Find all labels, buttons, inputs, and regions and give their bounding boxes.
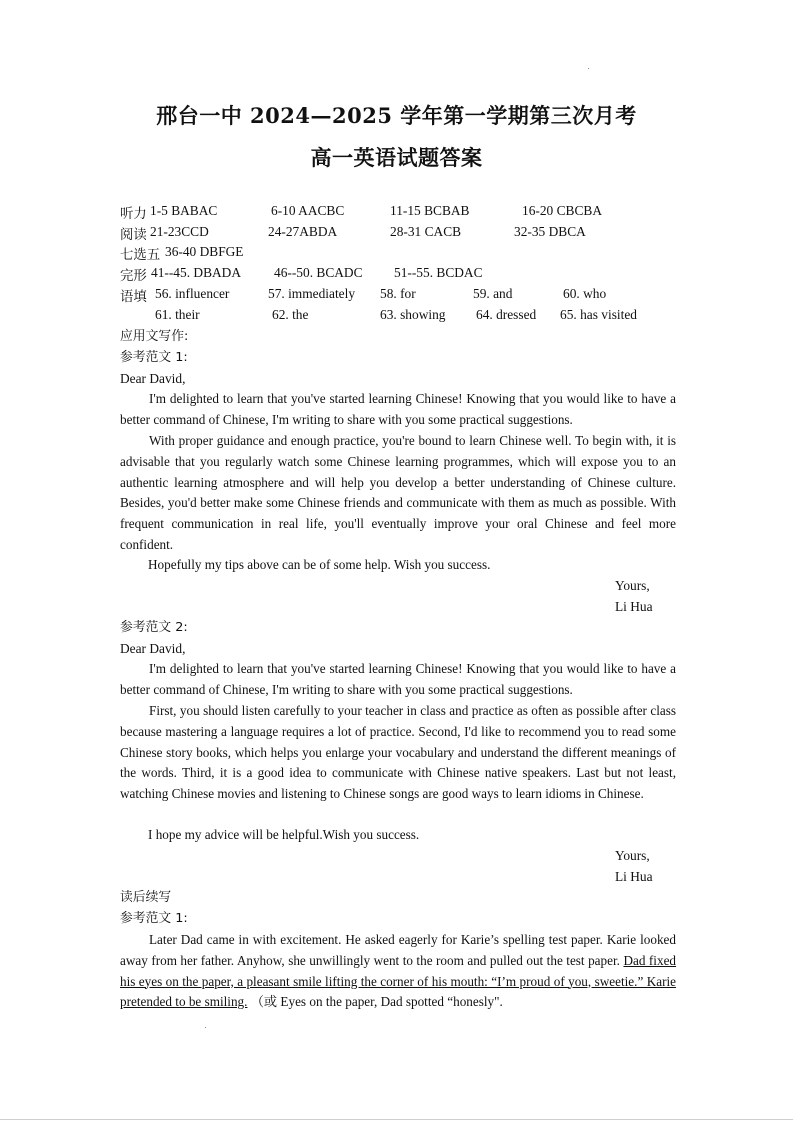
answer-group: 41--45. DBADA bbox=[151, 265, 242, 280]
reading-label: 阅读 bbox=[120, 228, 147, 243]
sample-1-paragraph-1: I'm delighted to learn that you've started learning Chinese! Knowing that you would like to have a better command of Chinese, I'm writing to share with you some practical suggestions. bbox=[120, 391, 676, 427]
signature-name: Li Hua bbox=[615, 599, 653, 614]
listening-label: 听力 bbox=[120, 207, 147, 222]
answer-group: 24-27ABDA bbox=[268, 224, 338, 239]
underlined-key-sentence: Dad fixed his eyes on the paper, a pleasant smile lifting the corner of his mouth: “I’m proud of you, sweetie.” Karie pretended to be smiling. bbox=[120, 952, 677, 1010]
sample-1-paragraph-2: With proper guidance and enough practice, you're bound to learn Chinese well. To begin with, it is advisable that you regularly watch some Chinese learning programmes, which will expose you to an authentic learning atmosphere and will help you develop a better understanding of Chinese culture. Besides, you'd better make some Chinese friends and communicate with them as much as possible. With frequent communication in real life, you'll eventually improve your oral Chinese and feel more confident. bbox=[120, 433, 676, 552]
page-subtitle: 高一英语试题答案 bbox=[310, 145, 483, 170]
sample-2-paragraph-2: First, you should listen carefully to your teacher in class and practice as often as possible after class because mastering a language requires a lot of practice. Second, I'd like to recommend you to read some Chinese story books, which helps you enlarge your vocabulary and understand the different meanings of the words. Third, it is a good idea to communicate with Chinese native speakers. Last but not least, watching Chinese movies and listening to Chinese songs are good ways to learn idioms in Chinese. bbox=[120, 703, 676, 801]
answer-item: 62. the bbox=[272, 307, 309, 322]
continuation-sample-1-label: 参考范文 1: bbox=[120, 911, 188, 926]
answer-group: 51--55. BCDAC bbox=[394, 265, 483, 280]
continuation-sample-1-paragraph: Later Dad came in with excitement. He asked eagerly for Karie’s spelling test paper. Karie looked away from her father. Anyhow, she unwillingly went to the room and pulled out the test paper. Dad fixed his eyes on the paper, a pleasant smile lifting the corner of his mouth: “I’m proud of you, sweetie.” Karie pretended to be smiling. （或 Eyes on the paper, Dad spotted “honesly". bbox=[120, 932, 677, 1010]
salutation: Dear David, bbox=[120, 641, 186, 656]
continuation-section-label: 读后续写 bbox=[120, 890, 172, 905]
answer-item: 56. influencer bbox=[155, 286, 230, 301]
answer-item: 58. for bbox=[380, 286, 416, 301]
answer-group: 46--50. BCADC bbox=[274, 265, 363, 280]
answer-group: 11-15 BCBAB bbox=[390, 203, 470, 218]
sample-2-paragraph-1: I'm delighted to learn that you've started learning Chinese! Knowing that you would like to have a better command of Chinese, I'm writing to share with you some practical suggestions. bbox=[120, 661, 676, 697]
answer-item: 59. and bbox=[473, 286, 513, 301]
answer-group: 6-10 AACBC bbox=[271, 203, 345, 218]
closing: Yours, bbox=[615, 578, 650, 593]
signature-name: Li Hua bbox=[615, 869, 653, 884]
answer-item: 61. their bbox=[155, 307, 200, 322]
answer-group: 32-35 DBCA bbox=[514, 224, 586, 239]
grammar-label: 语填 bbox=[120, 290, 147, 305]
scan-speck bbox=[205, 1027, 206, 1028]
page-title: 邢台一中 2024—2025 学年第一学期第三次月考 bbox=[156, 103, 637, 128]
answer-group: 36-40 DBFGE bbox=[165, 244, 244, 259]
answer-group: 21-23CCD bbox=[150, 224, 209, 239]
page-bottom-edge bbox=[0, 1119, 793, 1120]
answer-group: 1-5 BABAC bbox=[150, 203, 218, 218]
sample-1-label: 参考范文 1: bbox=[120, 350, 188, 365]
answer-group: 16-20 CBCBA bbox=[522, 203, 602, 218]
sample-2-label: 参考范文 2: bbox=[120, 620, 188, 635]
answer-item: 63. showing bbox=[380, 307, 446, 322]
answer-item: 60. who bbox=[563, 286, 607, 301]
sample-2-paragraph-3: I hope my advice will be helpful.Wish you success. bbox=[148, 827, 420, 842]
scan-speck bbox=[588, 68, 589, 69]
answer-item: 65. has visited bbox=[560, 307, 637, 322]
seven-choice-label: 七选五 bbox=[120, 248, 161, 263]
sample-1-paragraph-3: Hopefully my tips above can be of some help. Wish you success. bbox=[148, 557, 491, 572]
answer-item: 64. dressed bbox=[476, 307, 537, 322]
closing: Yours, bbox=[615, 848, 650, 863]
salutation: Dear David, bbox=[120, 371, 186, 386]
cloze-label: 完形 bbox=[120, 269, 147, 284]
answer-group: 28-31 CACB bbox=[390, 224, 462, 239]
writing-section-label: 应用文写作: bbox=[120, 329, 189, 344]
answer-item: 57. immediately bbox=[268, 286, 356, 301]
